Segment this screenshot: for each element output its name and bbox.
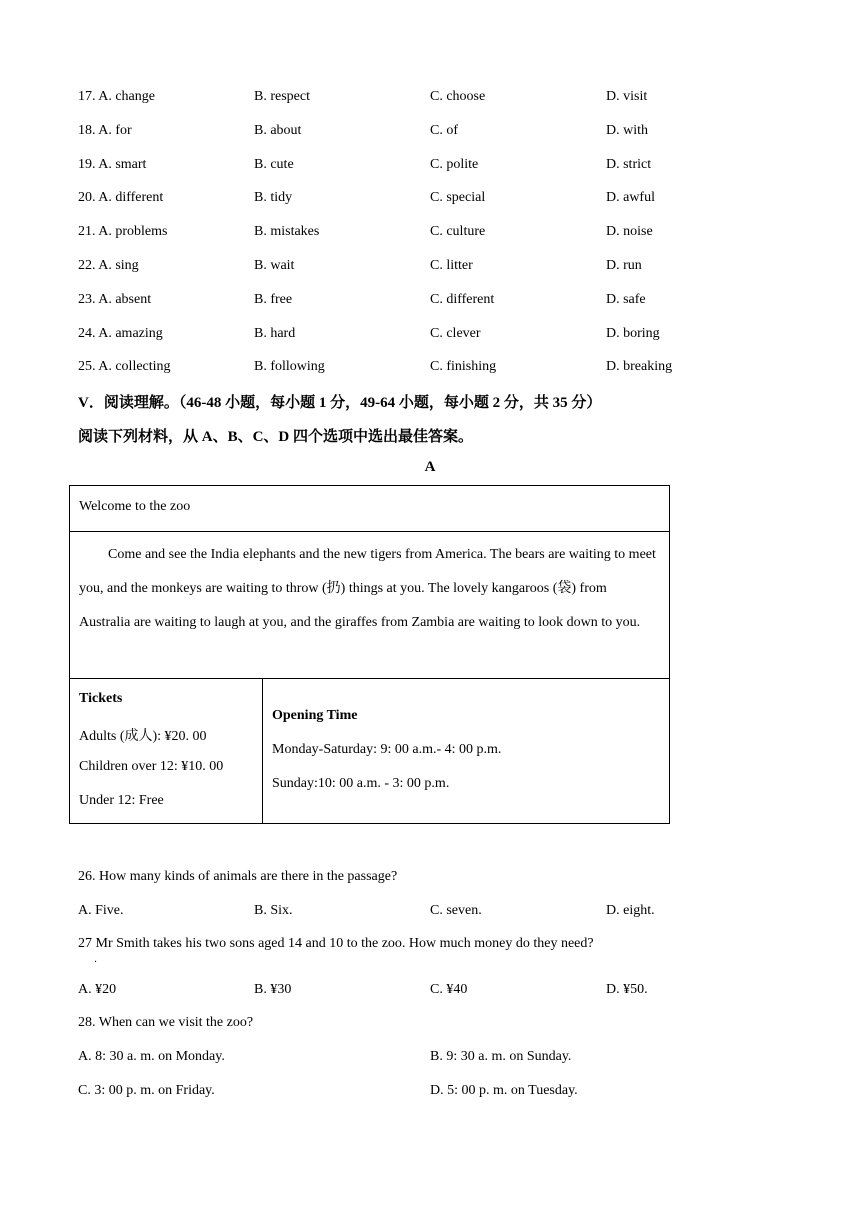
option-a-text: A. absent: [98, 292, 152, 307]
option-a: [78, 357, 171, 377]
option-d: D. visit: [606, 89, 648, 104]
option-c: C. polite: [430, 157, 479, 172]
passage-label: A: [424, 459, 436, 475]
option-a: [78, 155, 146, 175]
question-number: 22.: [78, 258, 96, 273]
option-a-text: A. change: [98, 89, 155, 104]
option-d: D. safe: [606, 292, 646, 307]
option-c: C. ¥40: [430, 982, 468, 997]
option-c: C. of: [430, 123, 458, 138]
opening-weekdays: Monday-Saturday: 9: 00 a.m.- 4: 00 p.m.: [272, 742, 502, 757]
section-title: V．阅读理解。（46-48 小题，每小题 1 分，49-64 小题，每小题 2 分，共 35 分）: [78, 395, 602, 411]
tickets-cell: [70, 678, 263, 823]
option-c: C. seven.: [430, 903, 482, 918]
question-27-stem: 27 Mr Smith takes his two sons aged 14 and 10 to the zoo. How much money do they need?: [78, 936, 594, 951]
option-c: C. special: [430, 190, 486, 205]
option-b: B. free: [254, 292, 293, 307]
notice-header-cell: [70, 486, 669, 532]
option-d: D. boring: [606, 326, 660, 341]
question-number: 25.: [78, 359, 96, 374]
option-b: B. wait: [254, 258, 295, 273]
notice-body: Come and see the India elephants and the new tigers from America. The bears are waiting to meet you, and the monkeys are waiting to throw (扔) things at you. The lovely kangaroos (袋) from Australia are waiting to laugh at you, and the giraffes from Zambia are waiting to look down to you.: [79, 547, 656, 630]
option-a: [78, 188, 163, 208]
option-a: [78, 222, 167, 242]
option-b: B. 9: 30 a. m. on Sunday.: [430, 1049, 572, 1064]
option-d: D. strict: [606, 157, 652, 172]
option-d: D. ¥50.: [606, 982, 648, 997]
option-a-text: A. sing: [98, 258, 139, 273]
question-number: 19.: [78, 157, 96, 172]
option-a: [78, 290, 151, 310]
question-number: 21.: [78, 224, 96, 239]
question-26-stem: 26. How many kinds of animals are there in the passage?: [78, 869, 398, 884]
option-a: A. 8: 30 a. m. on Monday.: [78, 1049, 225, 1064]
zoo-notice-table: [69, 485, 670, 824]
option-b: B. following: [254, 359, 325, 374]
opening-sunday: Sunday:10: 00 a.m. - 3: 00 p.m.: [272, 776, 450, 791]
option-a: [78, 121, 132, 141]
option-b: B. ¥30: [254, 982, 292, 997]
section-instruction: 阅读下列材料，从 A、B、C、D 四个选项中选出最佳答案。: [78, 429, 474, 445]
option-b: B. hard: [254, 326, 296, 341]
question-28-stem: 28. When can we visit the zoo?: [78, 1015, 254, 1030]
option-c: C. finishing: [430, 359, 497, 374]
option-d: D. noise: [606, 224, 653, 239]
option-a-text: A. problems: [98, 224, 168, 239]
option-a-text: A. different: [98, 190, 164, 205]
option-b: B. tidy: [254, 190, 293, 205]
option-d: D. run: [606, 258, 642, 273]
option-c: C. culture: [430, 224, 486, 239]
question-number: 23.: [78, 292, 96, 307]
question-number: 17.: [78, 89, 96, 104]
option-b: B. mistakes: [254, 224, 320, 239]
option-a: A. ¥20: [78, 982, 117, 997]
option-d: D. 5: 00 p. m. on Tuesday.: [430, 1083, 578, 1098]
option-a: [78, 324, 163, 344]
opening-title: Opening Time: [272, 708, 358, 723]
ticket-under-12: Under 12: Free: [79, 793, 164, 808]
option-b: B. about: [254, 123, 302, 138]
option-d: D. breaking: [606, 359, 673, 374]
option-a: [78, 256, 139, 276]
option-c: C. 3: 00 p. m. on Friday.: [78, 1083, 215, 1098]
question-number: 20.: [78, 190, 96, 205]
notice-body-cell: [70, 531, 669, 679]
option-c: C. different: [430, 292, 495, 307]
option-a-text: A. smart: [98, 157, 147, 172]
ticket-children: Children over 12: ¥10. 00: [79, 759, 224, 774]
option-a: A. Five.: [78, 903, 124, 918]
option-b: B. respect: [254, 89, 310, 104]
question-number: 24.: [78, 326, 96, 341]
option-a-text: A. amazing: [98, 326, 163, 341]
option-a-text: A. for: [98, 123, 132, 138]
option-c: C. clever: [430, 326, 481, 341]
ticket-adults: Adults (成人): ¥20. 00: [79, 729, 207, 744]
question-number: 18.: [78, 123, 96, 138]
option-c: C. litter: [430, 258, 473, 273]
opening-time-cell: [263, 678, 669, 823]
option-b: B. cute: [254, 157, 294, 172]
option-d: D. eight.: [606, 903, 655, 918]
option-a: [78, 87, 155, 107]
option-a-text: A. collecting: [98, 359, 171, 374]
tickets-title: Tickets: [79, 691, 123, 706]
option-d: D. awful: [606, 190, 655, 205]
notice-heading: Welcome to the zoo: [79, 499, 191, 514]
option-c: C. choose: [430, 89, 486, 104]
option-b: B. Six.: [254, 903, 293, 918]
option-d: D. with: [606, 123, 648, 138]
question-27-dot: ．: [94, 954, 104, 965]
